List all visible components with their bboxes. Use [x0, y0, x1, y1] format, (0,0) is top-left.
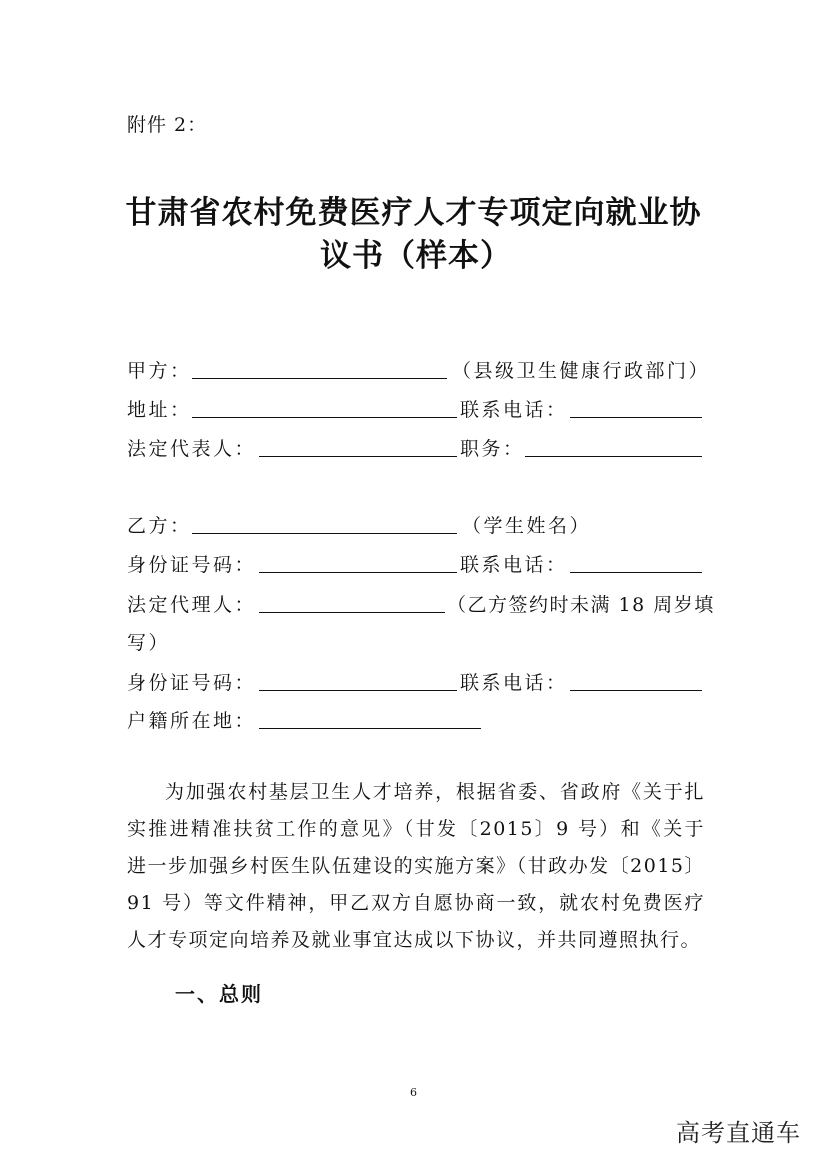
- legal-rep-field[interactable]: [259, 456, 457, 457]
- address-field[interactable]: [192, 417, 457, 418]
- address-label: 地址：: [127, 399, 192, 421]
- party-b-id-label: 身份证号码：: [127, 554, 257, 576]
- agent-id-field[interactable]: [259, 690, 457, 691]
- agent-phone-label: 联系电话：: [460, 672, 568, 694]
- position-label: 职务：: [460, 438, 525, 460]
- watermark: 高考直通车: [676, 1119, 801, 1147]
- party-a-phone-field[interactable]: [570, 417, 702, 418]
- legal-agent-field[interactable]: [259, 612, 445, 613]
- legal-agent-note: （乙方签约时未满 18 周岁填: [447, 594, 715, 616]
- legal-agent-note-cont: 写）: [127, 632, 171, 654]
- agent-phone-field[interactable]: [570, 690, 702, 691]
- attachment-label: 附件 2：: [127, 114, 208, 136]
- party-b-id-field[interactable]: [259, 572, 457, 573]
- household-label: 户籍所在地：: [127, 710, 257, 732]
- document-title-line2: 议书（样本）: [320, 238, 512, 274]
- intro-paragraph: 为加强农村基层卫生人才培养，根据省委、省政府《关于扎实推进精准扶贫工作的意见》（甘发〔2015〕9 号）和《关于进一步加强乡村医生队伍建设的实施方案》（甘政办发〔2015〕91 号）等文件精神，甲乙双方自愿协商一致，就农村免费医疗人才专项定向培养及就业事宜达成以下协议，并共同遵照执行。: [127, 781, 705, 951]
- party-b-name-field[interactable]: [192, 533, 457, 534]
- page-number: 6: [410, 1086, 417, 1099]
- legal-rep-label: 法定代表人：: [127, 438, 257, 460]
- party-a-label: 甲方：: [127, 360, 192, 382]
- party-a-name-field[interactable]: [192, 378, 447, 379]
- section-heading: 一、总则: [175, 982, 263, 1006]
- agent-id-label: 身份证号码：: [127, 672, 257, 694]
- document-title-line1: 甘肃省农村免费医疗人才专项定向就业协: [125, 195, 702, 231]
- party-b-label: 乙方：: [127, 515, 192, 537]
- party-b-phone-label: 联系电话：: [460, 554, 568, 576]
- household-field[interactable]: [259, 728, 481, 729]
- party-a-phone-label: 联系电话：: [460, 399, 568, 421]
- party-b-note: （学生姓名）: [462, 515, 592, 537]
- party-b-phone-field[interactable]: [570, 572, 702, 573]
- position-field[interactable]: [525, 456, 702, 457]
- party-a-note: （县级卫生健康行政部门）: [452, 360, 711, 382]
- legal-agent-label: 法定代理人：: [127, 594, 257, 616]
